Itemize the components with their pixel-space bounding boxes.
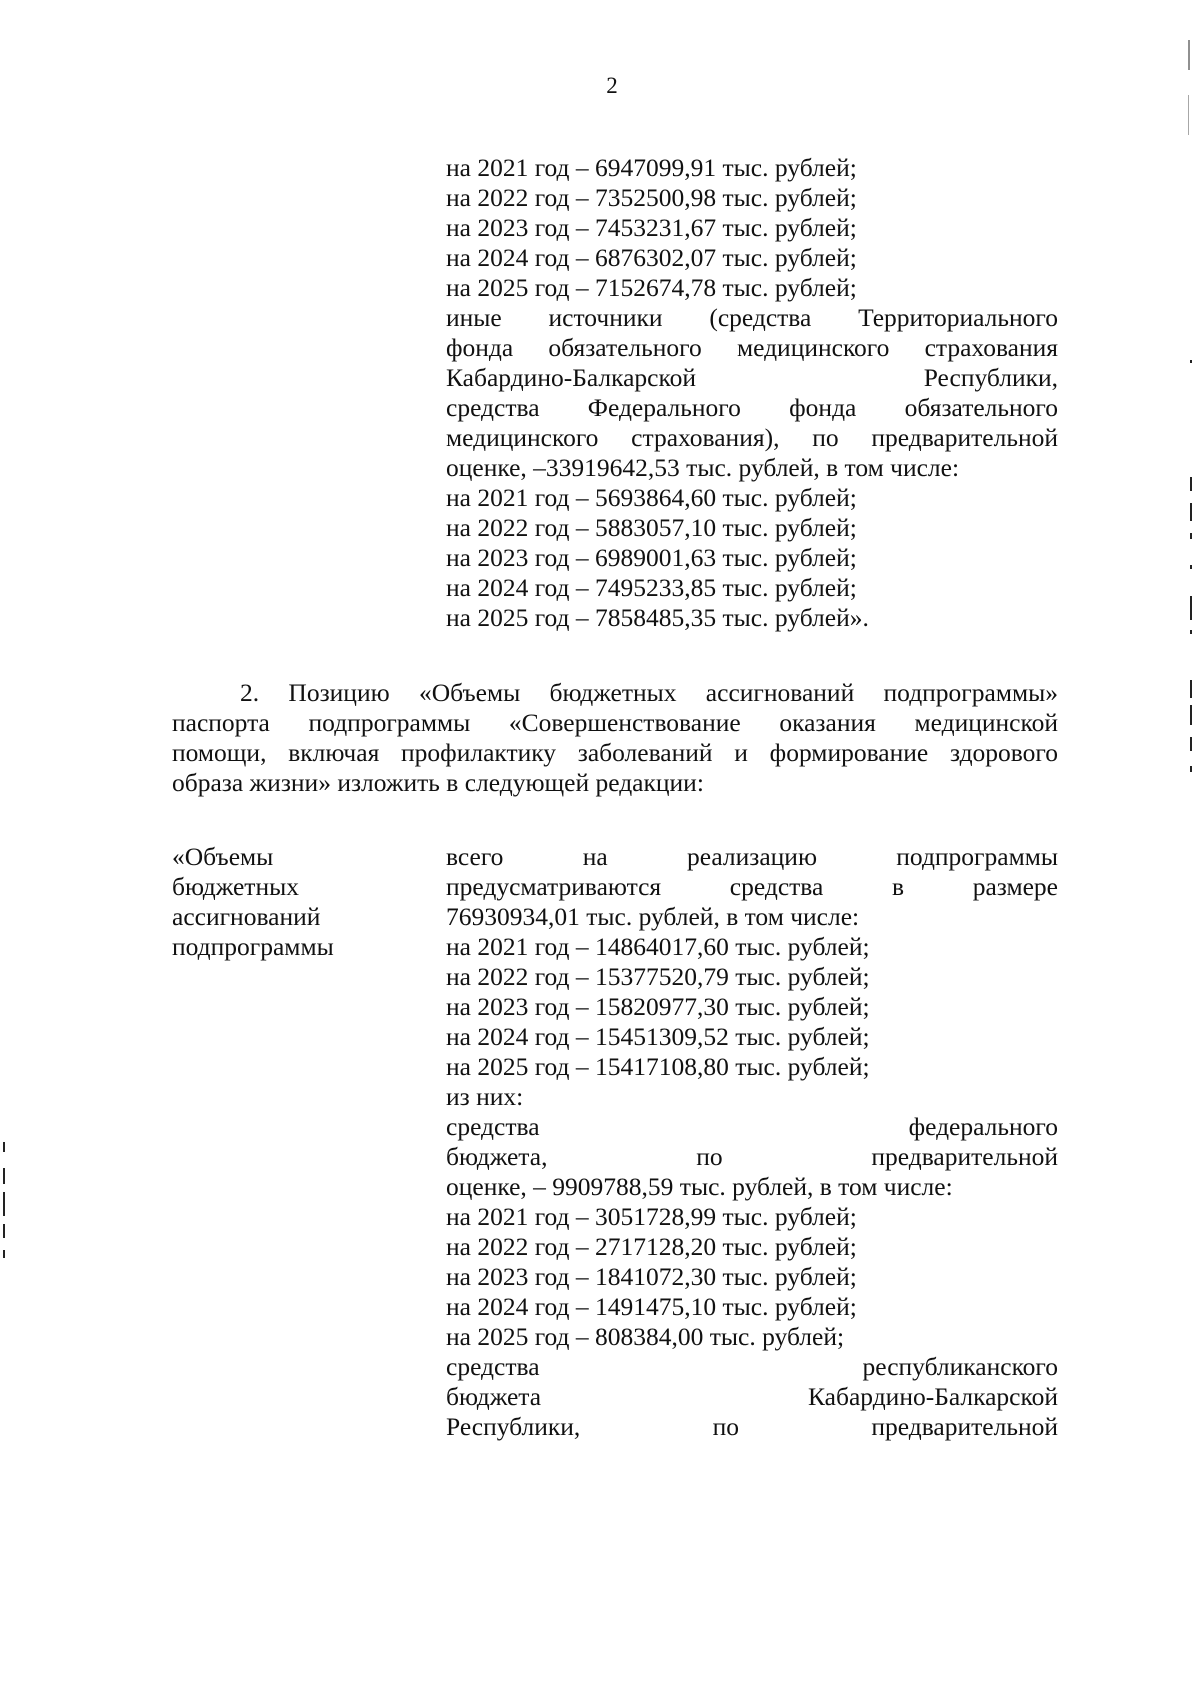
text-line: медицинского страхования), по предварительной — [446, 423, 1058, 452]
value-line: на 2024 год – 1491475,10 тыс. рублей; — [446, 1292, 857, 1321]
text-line: на 2022 год – 5883057,10 тыс. рублей; — [446, 513, 857, 542]
value-line: средства республиканского — [446, 1352, 1058, 1381]
value-line: на 2022 год – 15377520,79 тыс. рублей; — [446, 962, 870, 991]
value-line: бюджета Кабардино-Балкарской — [446, 1382, 1058, 1411]
label-line: ассигнований — [172, 902, 321, 931]
value-line: всего на реализацию подпрограммы — [446, 842, 1058, 871]
value-line: оценке, – 9909788,59 тыс. рублей, в том числе: — [446, 1172, 953, 1201]
label-line: подпрограммы — [172, 932, 334, 961]
value-line: на 2023 год – 1841072,30 тыс. рублей; — [446, 1262, 857, 1291]
text-line: на 2021 год – 6947099,91 тыс. рублей; — [446, 153, 857, 182]
page-number: 2 — [606, 73, 618, 98]
value-line: на 2021 год – 3051728,99 тыс. рублей; — [446, 1202, 857, 1231]
text-line: средства Федерального фонда обязательного — [446, 393, 1058, 422]
text-line: на 2023 год – 7453231,67 тыс. рублей; — [446, 213, 857, 242]
text-line: на 2024 год – 7495233,85 тыс. рублей; — [446, 573, 857, 602]
paragraph-line: 2. Позицию «Объемы бюджетных ассигнований подпрограммы» — [240, 678, 1058, 707]
value-line: на 2025 год – 808384,00 тыс. рублей; — [446, 1322, 845, 1351]
text-line: на 2021 год – 5693864,60 тыс. рублей; — [446, 483, 857, 512]
text-line: на 2023 год – 6989001,63 тыс. рублей; — [446, 543, 857, 572]
label-line: «Объемы — [172, 842, 274, 871]
label-line: бюджетных — [172, 872, 299, 901]
value-line: на 2021 год – 14864017,60 тыс. рублей; — [446, 932, 870, 961]
text-line: на 2025 год – 7858485,35 тыс. рублей». — [446, 603, 869, 632]
value-line: на 2023 год – 15820977,30 тыс. рублей; — [446, 992, 870, 1021]
text-line: Кабардино-Балкарской Республики, — [446, 363, 1058, 392]
value-line: бюджета, по предварительной — [446, 1142, 1058, 1171]
value-line: средства федерального — [446, 1112, 1058, 1141]
value-line: на 2022 год – 2717128,20 тыс. рублей; — [446, 1232, 857, 1261]
text-line: оценке, –33919642,53 тыс. рублей, в том числе: — [446, 453, 960, 482]
paragraph-line: образа жизни» изложить в следующей редакции: — [172, 768, 704, 797]
paragraph-line: помощи, включая профилактику заболеваний и формирование здорового — [172, 738, 1058, 767]
value-line: 76930934,01 тыс. рублей, в том числе: — [446, 902, 860, 931]
text-line: на 2025 год – 7152674,78 тыс. рублей; — [446, 273, 857, 302]
value-line: на 2025 год – 15417108,80 тыс. рублей; — [446, 1052, 870, 1081]
text-line: на 2022 год – 7352500,98 тыс. рублей; — [446, 183, 857, 212]
text-line: на 2024 год – 6876302,07 тыс. рублей; — [446, 243, 857, 272]
value-line: из них: — [446, 1082, 524, 1111]
value-line: предусматриваются средства в размере — [446, 872, 1058, 901]
text-line: иные источники (средства Территориального — [446, 303, 1058, 332]
value-line: Республики, по предварительной — [446, 1412, 1058, 1441]
value-line: на 2024 год – 15451309,52 тыс. рублей; — [446, 1022, 870, 1051]
text-line: фонда обязательного медицинского страхования — [446, 333, 1058, 362]
paragraph-line: паспорта подпрограммы «Совершенствование оказания медицинской — [172, 708, 1058, 737]
